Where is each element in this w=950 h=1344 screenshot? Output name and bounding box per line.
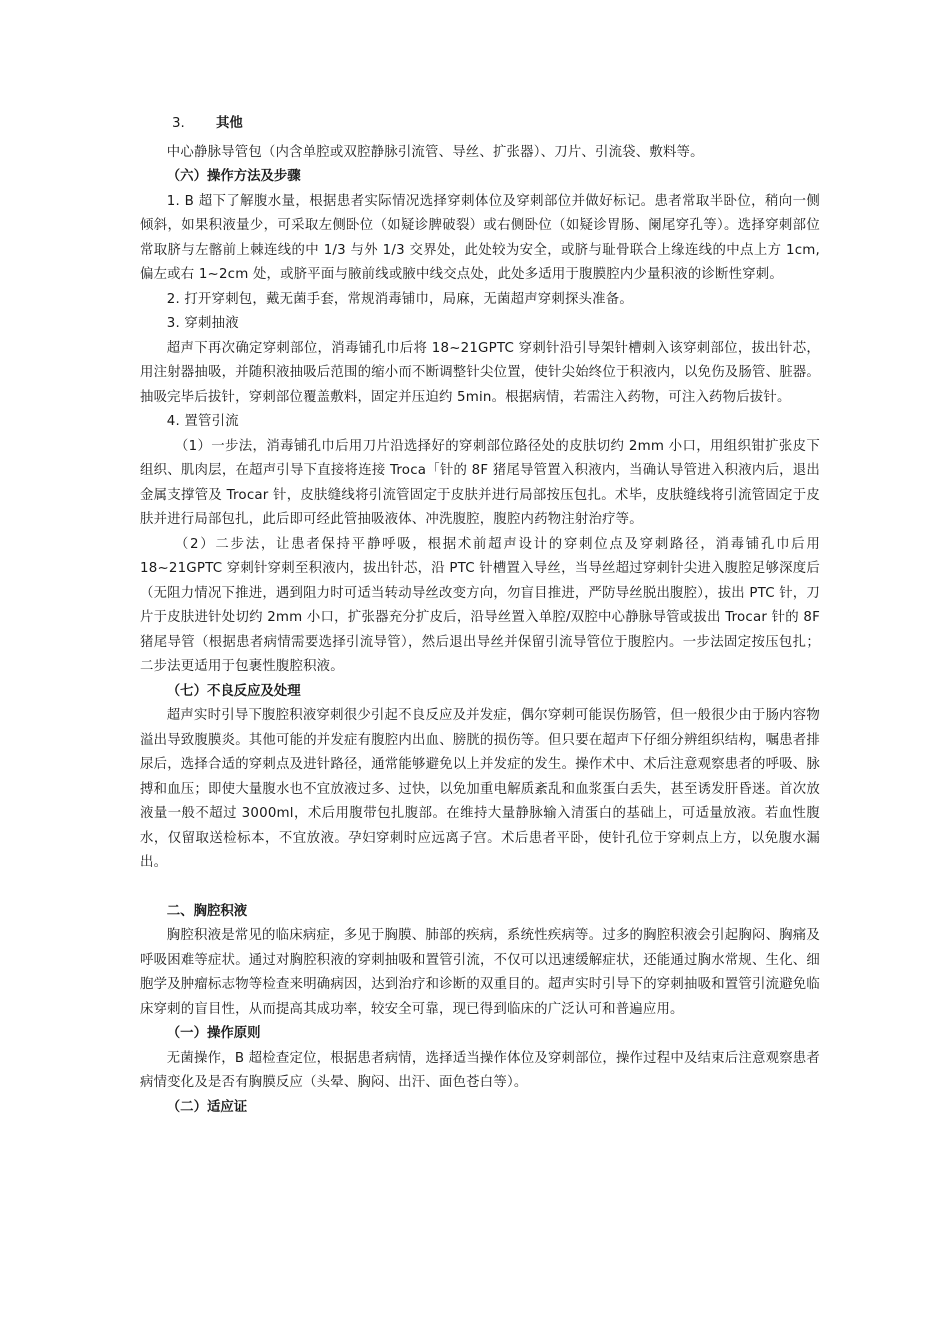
heading-7-adverse-reactions: （七）不良反应及处理 [166, 683, 301, 699]
heading-pleural-effusion: 二、胸腔积液 [166, 903, 248, 919]
section-3-body: 中心静脉导管包（内含单腔或双腔静脉引流管、导丝、扩张器）、刀片、引流袋、敷料等。 [166, 144, 704, 160]
procedure-step-3-body: 超声下再次确定穿刺部位，消毒铺孔巾后将 18~21GPTC 穿刺针沿引导架针槽刺入该穿刺部位，拔出针芯，用注射器抽吸，并随积液抽吸后范围的缩小而不断调整针尖位置，使针尖始终位于积液内，以免伤及肠管、脏器。抽吸完毕后拔针，穿刺部位覆盖敷料，固定并压迫约 5min。根据病情，若需注入药物，可注入药物后拔针。 [140, 340, 820, 405]
heading-6-procedure: （六）操作方法及步骤 [166, 169, 301, 184]
procedure-step-4-two-step: （2）二步法，让患者保持平静呼吸，根据术前超声设计的穿刺位点及穿刺路径，消毒铺孔巾后用 18~21GPTC 穿刺针穿刺至积液内，拔出针芯，沿 PTC 针槽置入导丝，当导丝超过穿刺针尖进入腹腔足够深度后（无阻力情况下推进，遇到阻力时可适当转动导丝改变方向，勿盲目推进，严防导丝脱出腹腔），拔出 PTC 针，刀片于皮肤进针处切约 2mm 小口，扩张器充分扩皮后，沿导丝置入单腔/双腔中心静脉导管或拔出 Trocar 针的 8F 猪尾导管（根据患者病情需要选择引流导管），然后退出导丝并保留引流导管位于腹腔内。一步法固定按压包扎；二步法更适用于包裹性腹腔积液。 [140, 536, 820, 674]
heading-indications: （二）适应证 [166, 1099, 248, 1115]
adverse-reactions-body: 超声实时引导下腹腔积液穿刺很少引起不良反应及并发症，偶尔穿刺可能误伤肠管，但一般很少由于肠内容物溢出导致腹膜炎。其他可能的并发症有腹腔内出血、膀胱的损伤等。但只要在超声下仔细分辨组织结构，嘱患者排尿后，选择合适的穿刺点及进针路径，通常能够避免以上并发症的发生。操作术中、术后注意观察患者的呼吸、脉搏和血压；即使大量腹水也不宜放液过多、过快，以免加重电解质紊乱和血浆蛋白丢失，甚至诱发肝昏迷。首次放液量一般不超过 3000ml，术后用腹带包扎腹部。在维持大量静脉输入清蛋白的基础上，可适量放液。若血性腹水，仅留取送检标本，不宜放液。孕妇穿刺时应远离子宫。术后患者平卧，使针孔位于穿刺点上方，以免腹水漏出。 [140, 708, 820, 870]
procedure-step-3-title: 3. 穿刺抽液 [166, 316, 239, 331]
heading-operation-principle: （一）操作原则 [166, 1026, 261, 1041]
procedure-step-4-one-step: （1）一步法，消毒铺孔巾后用刀片沿选择好的穿刺部位路径处的皮肤切约 2mm 小口，用组织钳扩张皮下组织、肌肉层，在超声引导下直接将连接 Troca「针的 8F 猪尾导管置入积液内，当确认导管进入积液内后，退出金属支撑管及 Trocar 针，皮肤缝线将引流管固定于皮肤并进行局部按压包扎。术毕，皮肤缝线将引流管固定于皮肤并进行局部包扎，此后即可经此管抽吸液体、冲洗腹腔，腹腔内药物注射治疗等。 [140, 438, 820, 527]
pleural-effusion-intro: 胸腔积液是常见的临床病症，多见于胸膜、肺部的疾病，系统性疾病等。过多的胸腔积液会引起胸闷、胸痛及呼吸困难等症状。通过对胸腔积液的穿刺抽吸和置管引流，不仅可以迅速缓解症状，还能通过胸水常规、生化、细胞学及肿瘤标志物等检查来明确病因，达到治疗和诊断的双重目的。超声实时引导下的穿刺抽吸和置管引流避免临床穿刺的盲目性，从而提高其成功率，较安全可靠，现已得到临床的广泛认可和普遍应用。 [140, 928, 820, 1017]
section-3-title: 其他 [216, 116, 243, 131]
procedure-step-1: 1. B 超下了解腹水量，根据患者实际情况选择穿刺体位及穿刺部位并做好标记。患者常取半卧位，稍向一侧倾斜，如果积液量少，可采取左侧卧位（如疑诊脾破裂）或右侧卧位（如疑诊胃肠、阑尾穿孔等）。选择穿刺部位常取脐与左髂前上棘连线的中 1/3 与外 1/3 交界处，此处较为安全，或脐与耻骨联合上缘连线的中点上方 1cm,偏左或右 1~2cm 处，或脐平面与腋前线或腋中线交点处，此处多适用于腹膜腔内少量积液的诊断性穿刺。 [140, 193, 820, 282]
procedure-step-2: 2. 打开穿刺包，戴无菌手套，常规消毒铺巾，局麻，无菌超声穿刺探头准备。 [166, 291, 633, 307]
document-body [140, 112, 820, 1120]
operation-principle-body: 无菌操作，B 超检查定位，根据患者病情，选择适当操作体位及穿刺部位，操作过程中及结束后注意观察患者病情变化及是否有胸膜反应（头晕、胸闷、出汗、面色苍白等）。 [140, 1050, 820, 1090]
section-3-number: 3. [172, 116, 185, 131]
procedure-step-4-title: 4. 置管引流 [166, 414, 239, 429]
section-3-heading [140, 112, 820, 137]
